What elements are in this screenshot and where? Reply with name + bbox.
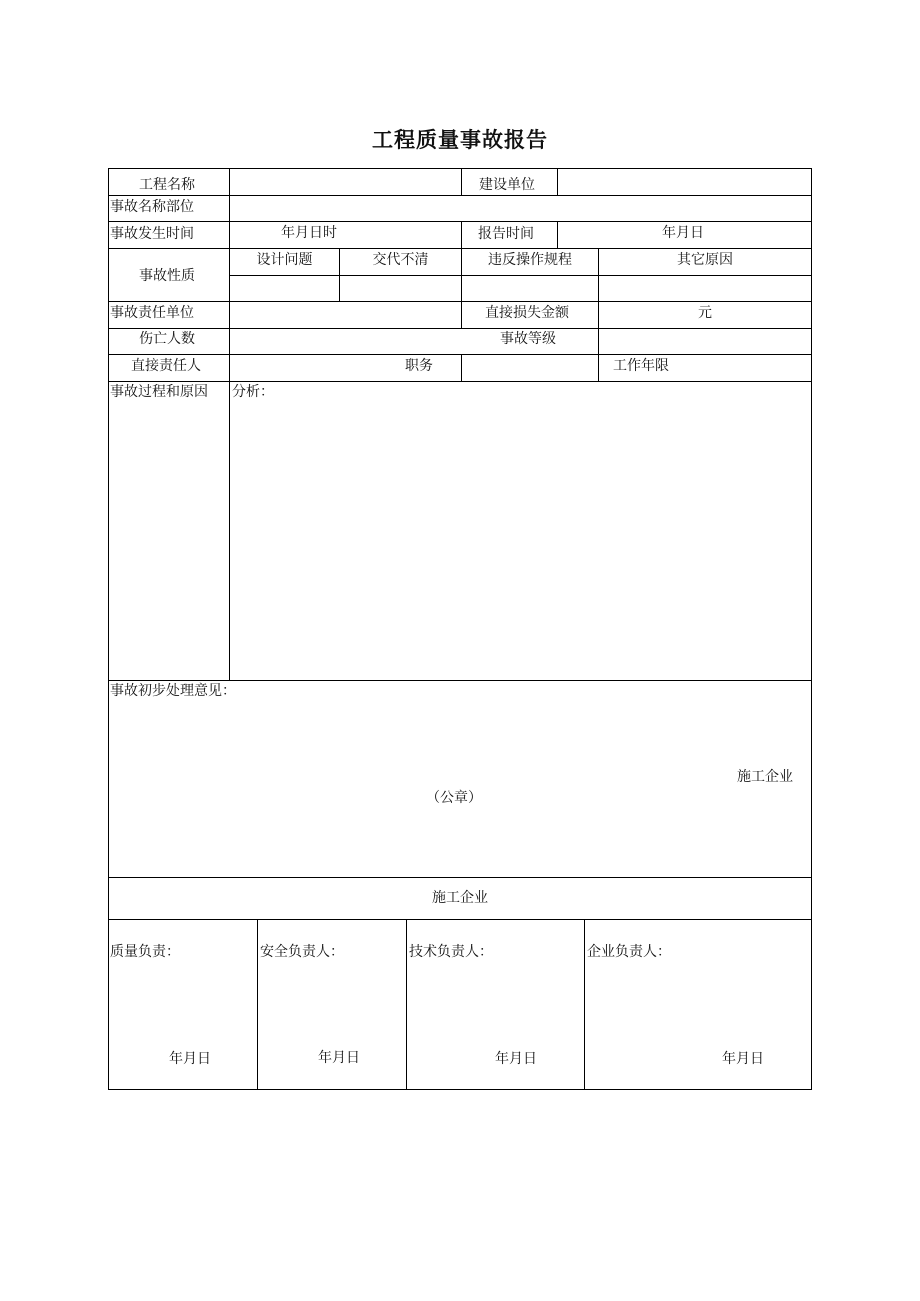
seal-label: （公章） (426, 790, 482, 806)
row-divider (108, 919, 812, 920)
company-section-header: 施工企业 (432, 890, 488, 906)
initial-handling-label: 事故初步处理意见： (110, 683, 236, 699)
nature-label: 事故性质 (139, 268, 195, 284)
tech-lead-label: 技术负责人： (409, 944, 493, 960)
casualties-label: 伤亡人数 (139, 331, 195, 347)
row-divider (108, 248, 812, 249)
safety-lead-date[interactable]: 年月日 (318, 1050, 360, 1066)
direct-loss-unit[interactable]: 元 (698, 305, 712, 321)
tech-lead-date[interactable]: 年月日 (495, 1051, 537, 1067)
project-name-field[interactable] (230, 169, 461, 195)
row-divider (108, 221, 812, 222)
row-divider (108, 381, 812, 382)
position-field[interactable] (462, 355, 598, 381)
column-divider (461, 301, 462, 328)
enterprise-lead-date[interactable]: 年月日 (722, 1051, 764, 1067)
column-divider (257, 919, 258, 1089)
nature-option-unclear: 交代不清 (372, 252, 429, 268)
direct-loss-label: 直接损失金额 (485, 305, 569, 321)
report-time-label: 报告时间 (478, 226, 534, 242)
quality-lead-label: 质量负责： (110, 944, 180, 960)
table-border-bottom (108, 1089, 812, 1090)
builder-label: 建设单位 (479, 177, 535, 193)
construction-company-signature: 施工企业 (737, 769, 793, 785)
table-border-left (108, 168, 109, 1090)
direct-person-label: 直接责任人 (131, 358, 201, 374)
row-divider (108, 877, 812, 878)
position-label: 职务 (405, 358, 433, 374)
column-divider (461, 168, 462, 195)
page-title: 工程质量事故报告 (372, 128, 548, 152)
responsible-unit-field[interactable] (230, 302, 461, 328)
nature-check-design[interactable] (230, 276, 339, 301)
table-border-right (811, 168, 812, 1090)
column-divider (557, 221, 558, 248)
project-name-label: 工程名称 (139, 177, 195, 193)
process-cause-label: 事故过程和原因 (110, 384, 208, 400)
nature-check-violation[interactable] (462, 276, 598, 301)
accident-name-part-label: 事故名称部位 (110, 199, 194, 215)
column-divider (406, 919, 407, 1089)
occur-time-value[interactable]: 年月日时 (281, 225, 337, 241)
casualties-field[interactable] (230, 329, 461, 354)
accident-level-label: 事故等级 (500, 331, 556, 347)
report-time-value[interactable]: 年月日 (662, 225, 704, 241)
nature-check-unclear[interactable] (340, 276, 461, 301)
accident-name-part-field[interactable] (230, 196, 811, 221)
nature-option-violation: 违反操作规程 (488, 252, 572, 268)
builder-field[interactable] (558, 169, 811, 195)
nature-option-design: 设计问题 (256, 252, 313, 268)
occur-time-label: 事故发生时间 (110, 226, 194, 242)
nature-check-other[interactable] (599, 276, 811, 301)
safety-lead-label: 安全负责人： (260, 944, 344, 960)
enterprise-lead-label: 企业负责人： (587, 944, 671, 960)
column-divider (461, 221, 462, 248)
analysis-label: 分析： (232, 384, 274, 400)
column-divider (584, 919, 585, 1089)
quality-lead-date[interactable]: 年月日 (169, 1051, 211, 1067)
row-divider (108, 680, 812, 681)
work-years-label: 工作年限 (613, 358, 669, 374)
row-divider (108, 354, 812, 355)
responsible-unit-label: 事故责任单位 (110, 305, 194, 321)
accident-level-field[interactable] (599, 329, 811, 354)
nature-option-other: 其它原因 (677, 252, 733, 268)
analysis-textarea[interactable] (230, 402, 811, 680)
column-divider (598, 354, 599, 381)
